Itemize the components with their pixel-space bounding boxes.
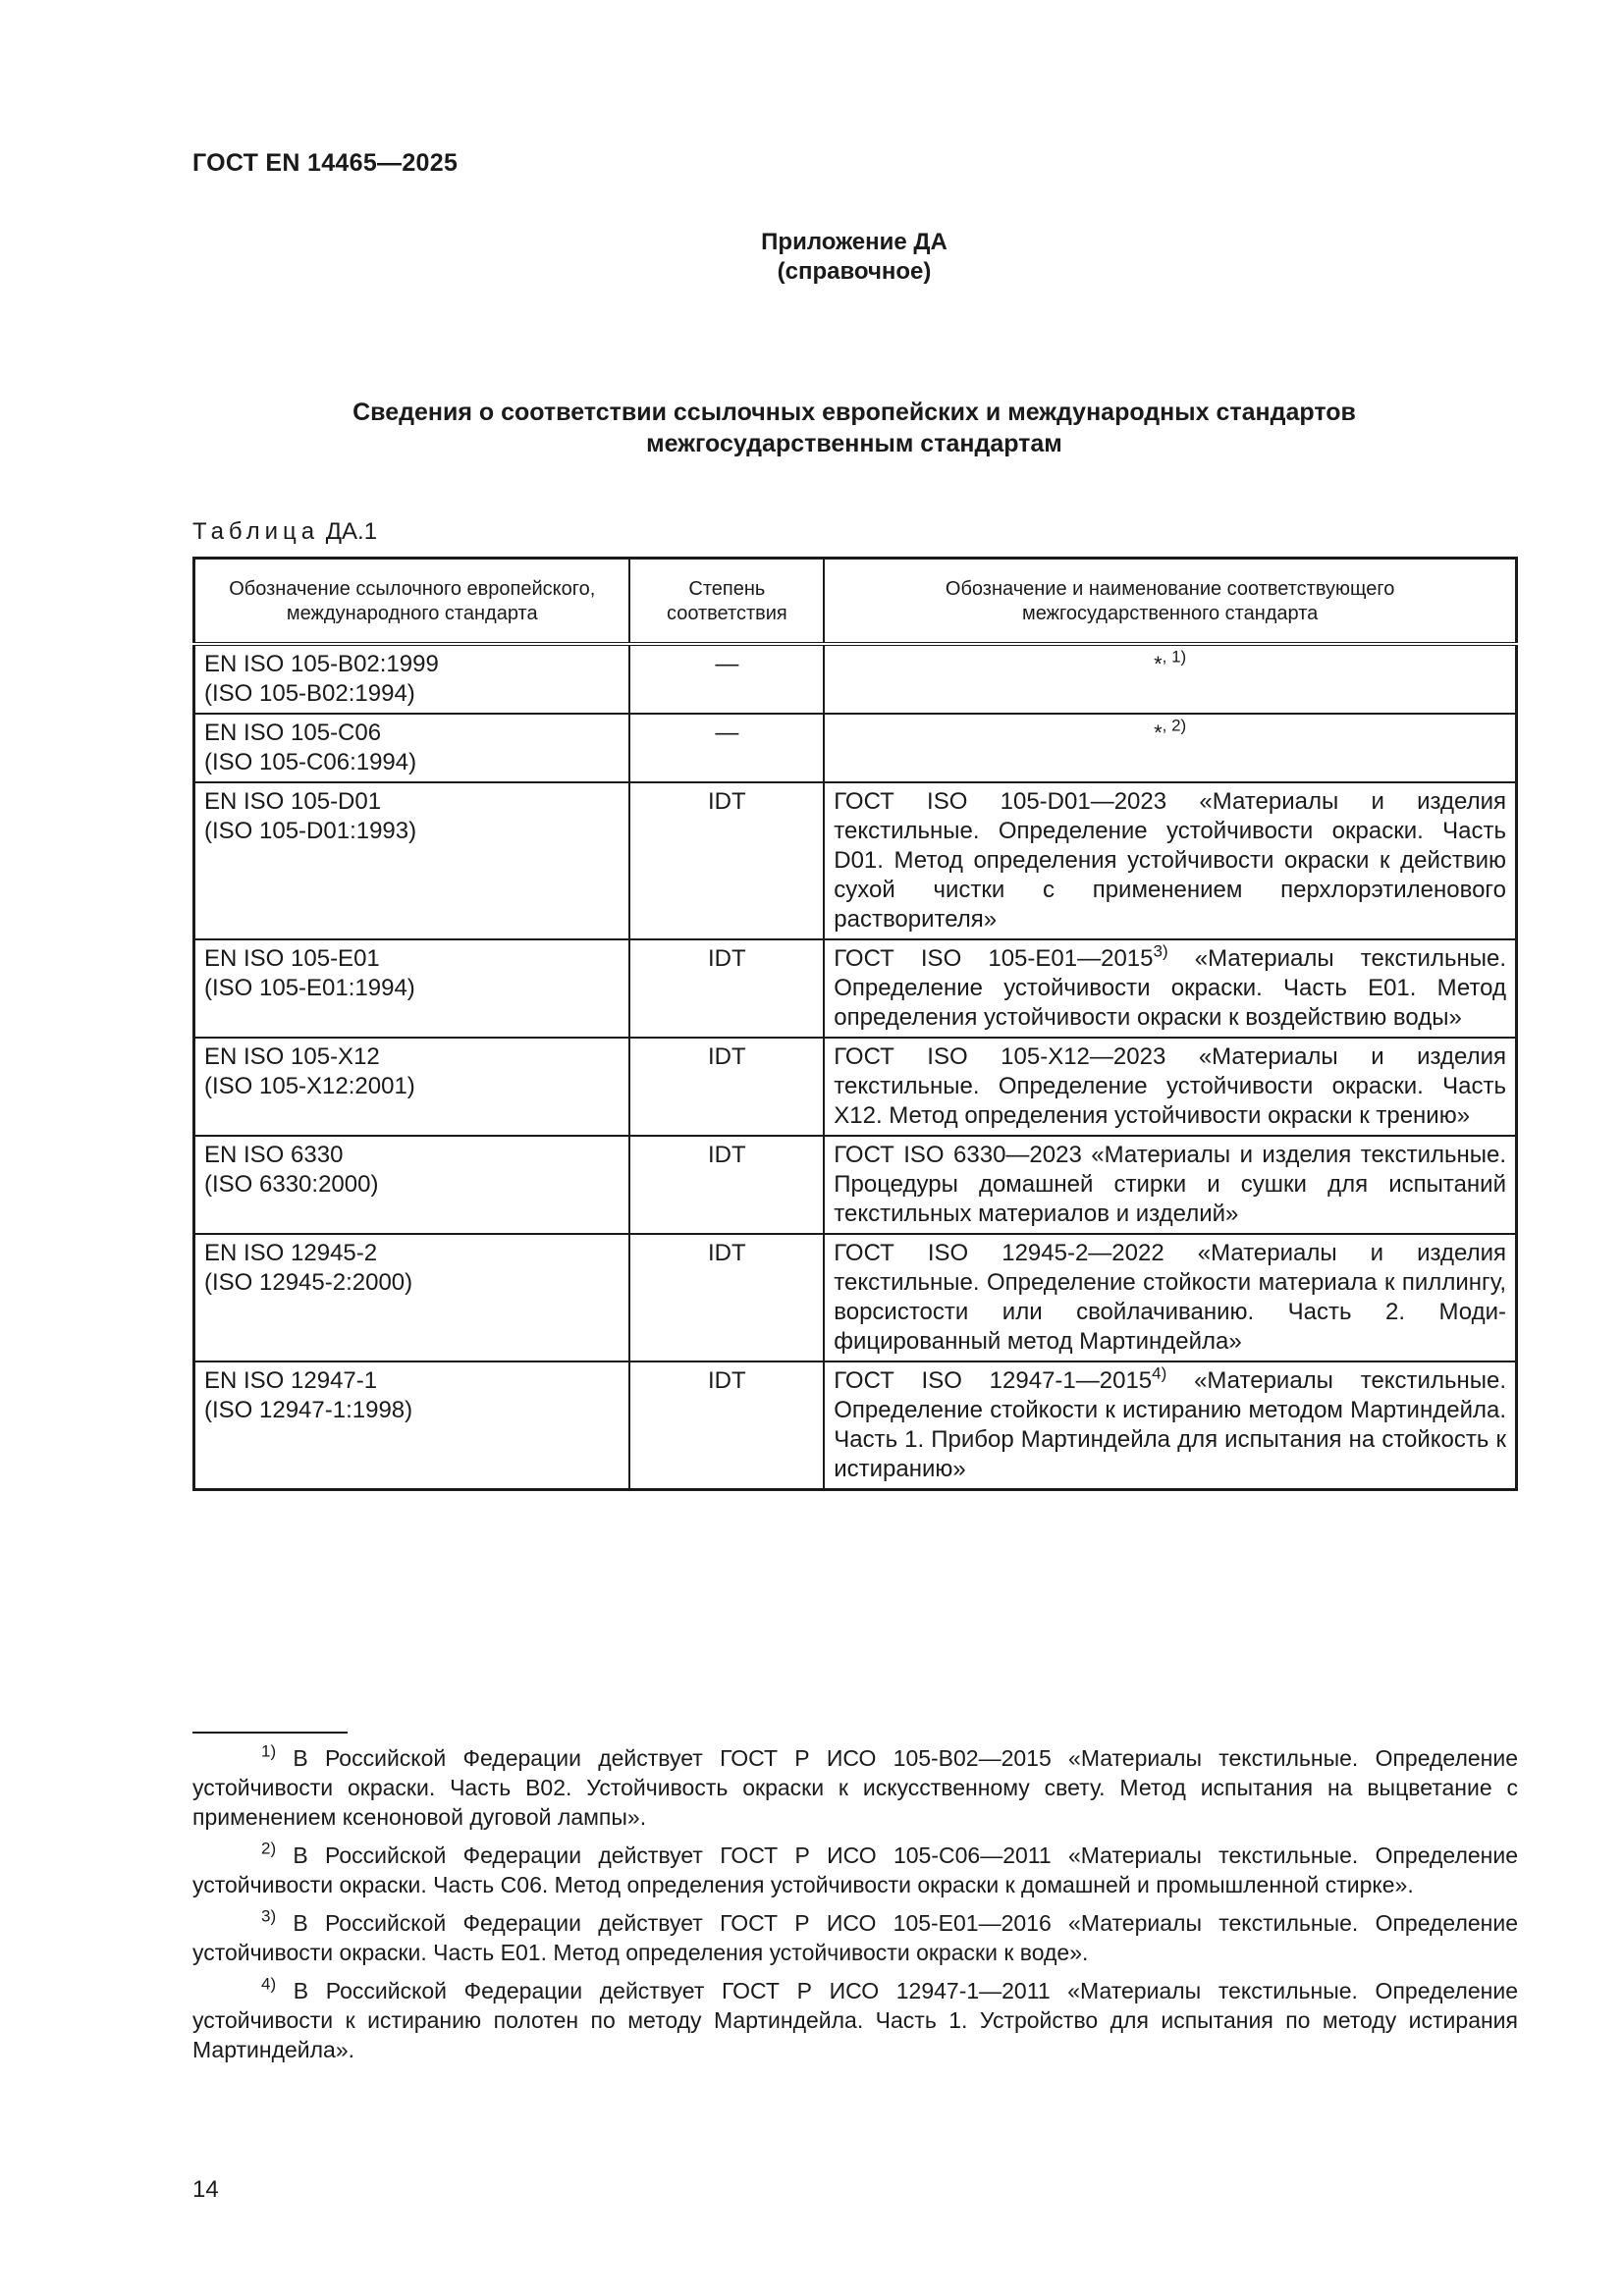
en-designation: EN ISO 105-X12 <box>204 1043 380 1070</box>
footnote-text: В Российской Федерации действует ГОСТ Р ИСО 105-E01—2016 «Материалы текстильные. Определение устойчивости окраски. Часть E01. Метод определения устойчивости окраски к воде». <box>192 1910 1518 1965</box>
correspondence-cell: ГОСТ ISO 105-X12—2023 «Материалы и изделия текстильные. Определение устойчивости окраски. Часть X12. Метод определения устойчивости окраски к трению» <box>824 1038 1516 1136</box>
asterisk-mark: * <box>1154 652 1163 676</box>
table-row <box>194 1362 1517 1490</box>
table-row <box>194 1136 1517 1234</box>
section-title <box>192 397 1516 459</box>
footnote-divider <box>192 1732 348 1734</box>
header-col2-line1: Степень <box>688 578 766 600</box>
iso-designation: (ISO 105-C06:1994) <box>204 749 417 775</box>
iso-designation: (ISO 6330:2000) <box>204 1171 379 1198</box>
reference-cell <box>194 644 630 714</box>
table-caption-word: Таблица <box>192 518 320 545</box>
reference-cell <box>194 1038 630 1136</box>
footnote-3 <box>192 1908 1518 1967</box>
footnote-mark: 4) <box>261 1974 277 1994</box>
table-row <box>194 1038 1517 1136</box>
iso-designation: (ISO 105-X12:2001) <box>204 1073 415 1099</box>
annex-subtitle: (справочное) <box>777 258 932 285</box>
iso-designation: (ISO 105-D01:1993) <box>204 818 417 844</box>
page-number: 14 <box>192 2176 219 2203</box>
correspondence-cell <box>824 939 1516 1038</box>
correspondence-cell: ГОСТ ISO 105-D01—2023 «Материалы и изделия текстильные. Определение устойчивости окраски. Часть D01. Метод определения устойчивости окраски к действию сухой чистки с применением перхлорэтиленового растворителя» <box>824 782 1516 939</box>
degree-cell: IDT <box>629 1136 824 1234</box>
table-row <box>194 644 1517 714</box>
standards-correspondence-table <box>192 557 1518 1491</box>
table-row <box>194 714 1517 782</box>
en-designation: EN ISO 105-C06 <box>204 720 382 746</box>
reference-cell <box>194 1362 630 1490</box>
correspondence-cell <box>824 644 1516 714</box>
degree-cell: — <box>629 644 824 714</box>
degree-cell: IDT <box>629 782 824 939</box>
table-header-row <box>194 559 1517 645</box>
degree-cell: IDT <box>629 1362 824 1490</box>
header-reference-standard <box>194 559 630 645</box>
footnote-mark: 1) <box>261 1741 277 1761</box>
table-row <box>194 782 1517 939</box>
header-interstate-standard <box>824 559 1516 645</box>
section-title-line-1: Сведения о соответствии ссылочных европейских и международных стандартов <box>352 399 1356 426</box>
table-caption-number: ДА.1 <box>325 518 378 545</box>
footnote-mark: 2) <box>261 1839 277 1858</box>
table-row <box>194 939 1517 1038</box>
header-col1-line1: Обозначение ссылочного европейского, <box>229 578 596 600</box>
annex-title: Приложение ДА <box>761 229 947 255</box>
degree-cell: — <box>629 714 824 782</box>
footnotes <box>192 1743 1518 2073</box>
correspondence-cell: ГОСТ ISO 12945-2—2022 «Материалы и изделия текстильные. Определение стойкости материала к пиллингу, ворсистости или свойлачиванию. Часть 2. Модифицированный метод Мартиндейла» <box>824 1234 1516 1362</box>
reference-cell <box>194 939 630 1038</box>
reference-cell <box>194 714 630 782</box>
en-designation: EN ISO 105-D01 <box>204 788 382 815</box>
correspondence-cell: ГОСТ ISO 6330—2023 «Материалы и изделия текстильные. Процедуры домашней стирки и сушки для испытаний текстильных материалов и изделий» <box>824 1136 1516 1234</box>
footnote-ref: 4) <box>1152 1363 1167 1383</box>
en-designation: EN ISO 105-E01 <box>204 945 380 972</box>
en-designation: EN ISO 6330 <box>204 1142 344 1168</box>
degree-cell: IDT <box>629 1234 824 1362</box>
iso-designation: (ISO 12947-1:1998) <box>204 1397 413 1423</box>
footnote-text: В Российской Федерации действует ГОСТ Р ИСО 12947-1—2011 «Материалы текстильные. Определение устойчивости к истиранию полотен по методу Мартиндейла. Часть 1. Устройство для испытания по методу истирания Мартиндейла». <box>192 1978 1518 2062</box>
interstate-code: ГОСТ ISO 105-E01—2015 <box>834 945 1154 972</box>
table-caption <box>192 518 377 546</box>
iso-designation: (ISO 105-E01:1994) <box>204 975 415 1001</box>
header-degree <box>629 559 824 645</box>
footnote-1 <box>192 1743 1518 1832</box>
degree-cell: IDT <box>629 939 824 1038</box>
table-row <box>194 1234 1517 1362</box>
interstate-code: ГОСТ ISO 12947-1—2015 <box>834 1367 1153 1394</box>
footnote-text: В Российской Федерации действует ГОСТ Р ИСО 105-B02—2015 «Материалы текстильные. Определение устойчивости окраски. Часть B02. Устойчивость окраски к искусственному свету. Метод испытания на выцветание с применением ксеноновой дуговой лампы». <box>192 1745 1518 1830</box>
interstate-title: «Материалы текстильные. Определение устойчивости окраски. Часть E01. Метод определения устойчивости окраски к воздействию воды» <box>834 945 1506 1031</box>
reference-cell <box>194 1234 630 1362</box>
footnote-ref: , 2) <box>1162 716 1187 735</box>
footnote-mark: 3) <box>261 1906 277 1926</box>
interstate-title: «Материалы текстильные. Определение стойкости к истиранию методом Мартиндейла. Часть 1. Прибор Мартиндейла для испытания на стойкость к истиранию» <box>834 1367 1506 1482</box>
footnote-text: В Российской Федерации действует ГОСТ Р ИСО 105-C06—2011 «Материалы текстильные. Определение устойчивости окраски. Часть C06. Метод определения устойчивости окраски к домашней и промышленной стирке». <box>192 1842 1518 1897</box>
footnote-4 <box>192 1976 1518 2064</box>
en-designation: EN ISO 12947-1 <box>204 1367 378 1394</box>
header-col3-line1: Обозначение и наименование соответствующего <box>945 578 1395 600</box>
en-designation: EN ISO 12945-2 <box>204 1240 378 1266</box>
correspondence-cell <box>824 714 1516 782</box>
section-title-line-2: межгосударственным стандартам <box>646 430 1062 457</box>
footnote-ref: , 1) <box>1162 647 1187 667</box>
footnote-2 <box>192 1841 1518 1899</box>
annex-heading <box>0 228 1624 287</box>
iso-designation: (ISO 105-B02:1994) <box>204 680 415 707</box>
iso-designation: (ISO 12945-2:2000) <box>204 1269 413 1296</box>
en-designation: EN ISO 105-B02:1999 <box>204 651 439 677</box>
degree-cell: IDT <box>629 1038 824 1136</box>
footnote-ref: 3) <box>1153 941 1168 961</box>
document-code: ГОСТ EN 14465—2025 <box>192 149 459 177</box>
header-col3-line2: межгосударственного стандарта <box>1021 603 1319 624</box>
reference-cell <box>194 1136 630 1234</box>
reference-cell <box>194 782 630 939</box>
header-col1-line2: международного стандарта <box>286 603 538 624</box>
correspondence-cell <box>824 1362 1516 1490</box>
asterisk-mark: * <box>1154 721 1163 745</box>
header-col2-line2: соответствия <box>666 603 787 624</box>
